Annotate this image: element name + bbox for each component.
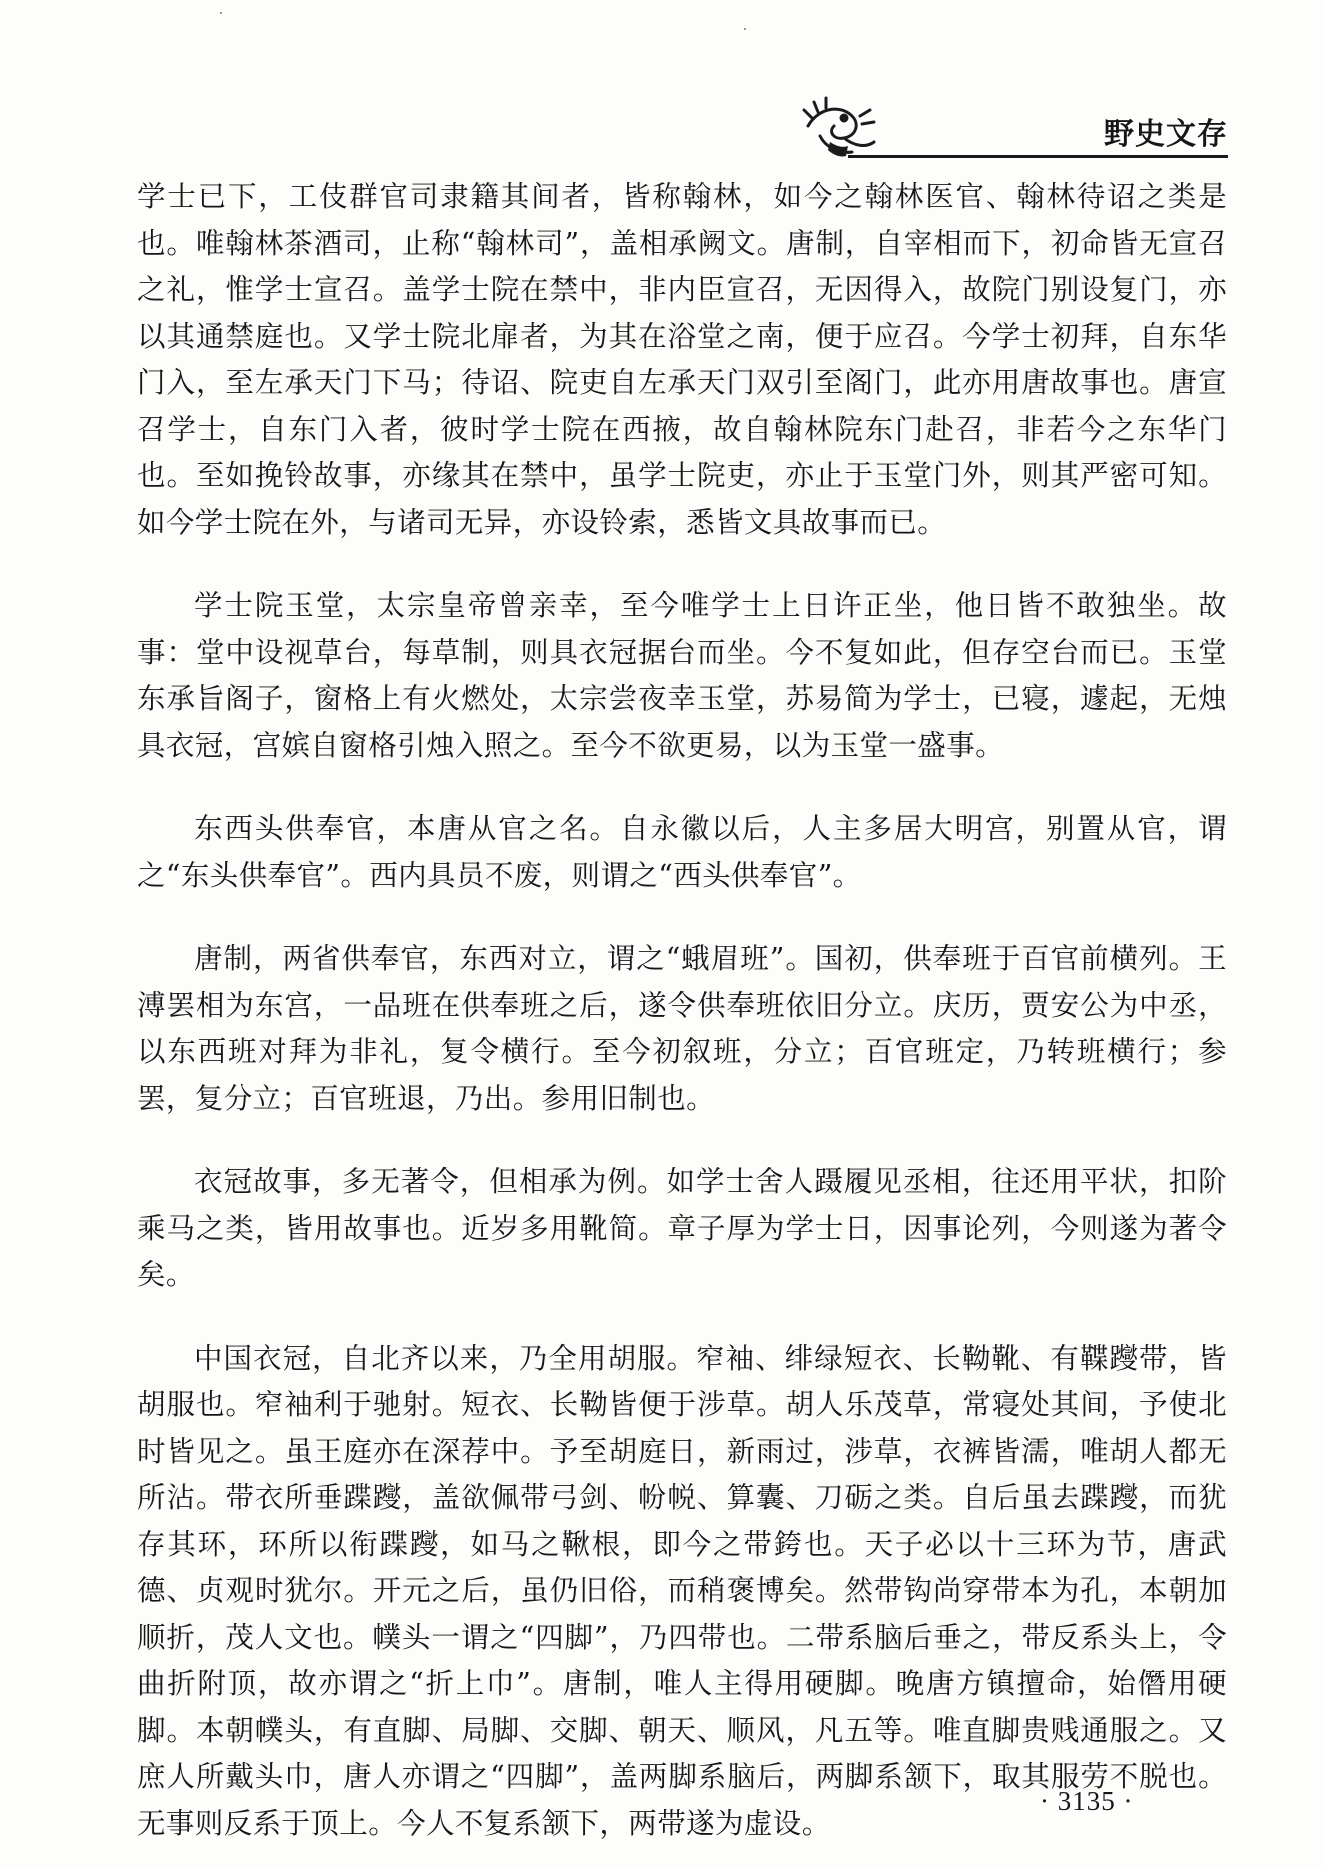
paragraph-2: 学士院玉堂，太宗皇帝曾亲幸，至今唯学士上日许正坐，他日皆不敢独坐。故事：堂中设视草台，每草制，则具衣冠据台而坐。今不复如此，但存空台而已。玉堂东承旨阁子，窗格上有火燃处，太宗尝夜幸玉堂，苏易简为学士，已寝，遽起，无烛具衣冠，宫嫔自窗格引烛入照之。至今不欲更易，以为玉堂一盛事。 (137, 589, 1227, 762)
body-text (137, 174, 1227, 1847)
header-rule (848, 155, 1228, 158)
scan-speck (744, 28, 746, 30)
paragraph-5: 衣冠故事，多无著令，但相承为例。如学士舍人蹑履见丞相，往还用平状，扣阶乘马之类，皆用故事也。近岁多用靴简。章子厚为学士日，因事论列，今则遂为著令矣。 (137, 1165, 1227, 1291)
paragraph-6: 中国衣冠，自北齐以来，乃全用胡服。窄袖、绯绿短衣、长靿靴、有鞢躞带，皆胡服也。窄袖利于驰射。短衣、长靿皆便于涉草。胡人乐茂草，常寝处其间，予使北时皆见之。虽王庭亦在深荐中。予至胡庭日，新雨过，涉草，衣裤皆濡，唯胡人都无所沾。带衣所垂蹀躞，盖欲佩带弓剑、帉帨、算囊、刀砺之类。自后虽去蹀躞，而犹存其环，环所以衔蹀躞，如马之鞦根，即今之带銙也。天子必以十三环为节，唐武德、贞观时犹尔。开元之后，虽仍旧俗，而稍褒博矣。然带钩尚穿带本为孔，本朝加顺折，茂人文也。幞头一谓之“四脚”，乃四带也。二带系脑后垂之，带反系头上，令曲折附顶，故亦谓之“折上巾”。唐制，唯人主得用硬脚。晚唐方镇擅命，始僭用硬脚。本朝幞头，有直脚、局脚、交脚、朝天、顺风，凡五等。唯直脚贵贱通服之。又庶人所戴头巾，唐人亦谓之“四脚”，盖两脚系脑后，两脚系颔下，取其服劳不脱也。无事则反系于顶上。今人不复系颔下，两带遂为虚设。 (137, 1341, 1227, 1840)
running-header-title: 野史文存 (1104, 117, 1228, 152)
scan-speck (220, 12, 222, 14)
paragraph-1: 学士已下，工伎群官司隶籍其间者，皆称翰林，如今之翰林医官、翰林待诏之类是也。唯翰林茶酒司，止称“翰林司”，盖相承阙文。唐制，自宰相而下，初命皆无宣召之礼，惟学士宣召。盖学士院在禁中，非内臣宣召，无因得入，故院门别设复门，亦以其通禁庭也。又学士院北扉者，为其在浴堂之南，便于应召。今学士初拜，自东华门入，至左承天门下马；待诏、院吏自左承天门双引至阁门，此亦用唐故事也。唐宣召学士，自东门入者，彼时学士院在西掖，故自翰林院东门赴召，非若今之东华门也。至如挽铃故事，亦缘其在禁中，虽学士院吏，亦止于玉堂门外，则其严密可知。如今学士院在外，与诸司无异，亦设铃索，悉皆文具故事而已。 (137, 180, 1227, 539)
dragon-emblem-icon (800, 96, 880, 162)
paragraph-4: 唐制，两省供奉官，东西对立，谓之“蛾眉班”。国初，供奉班于百官前横列。王溥罢相为东宫，一品班在供奉班之后，遂令供奉班依旧分立。庆历，贾安公为中丞，以东西班对拜为非礼，复令横行。至今初叙班，分立；百官班定，乃转班横行；参罢，复分立；百官班退，乃出。参用旧制也。 (137, 942, 1227, 1115)
page-number: · 3135 · (1040, 1786, 1134, 1816)
paragraph-3: 东西头供奉官，本唐从官之名。自永徽以后，人主多居大明宫，别置从官，谓之“东头供奉官”。西内具员不废，则谓之“西头供奉官”。 (137, 812, 1227, 892)
